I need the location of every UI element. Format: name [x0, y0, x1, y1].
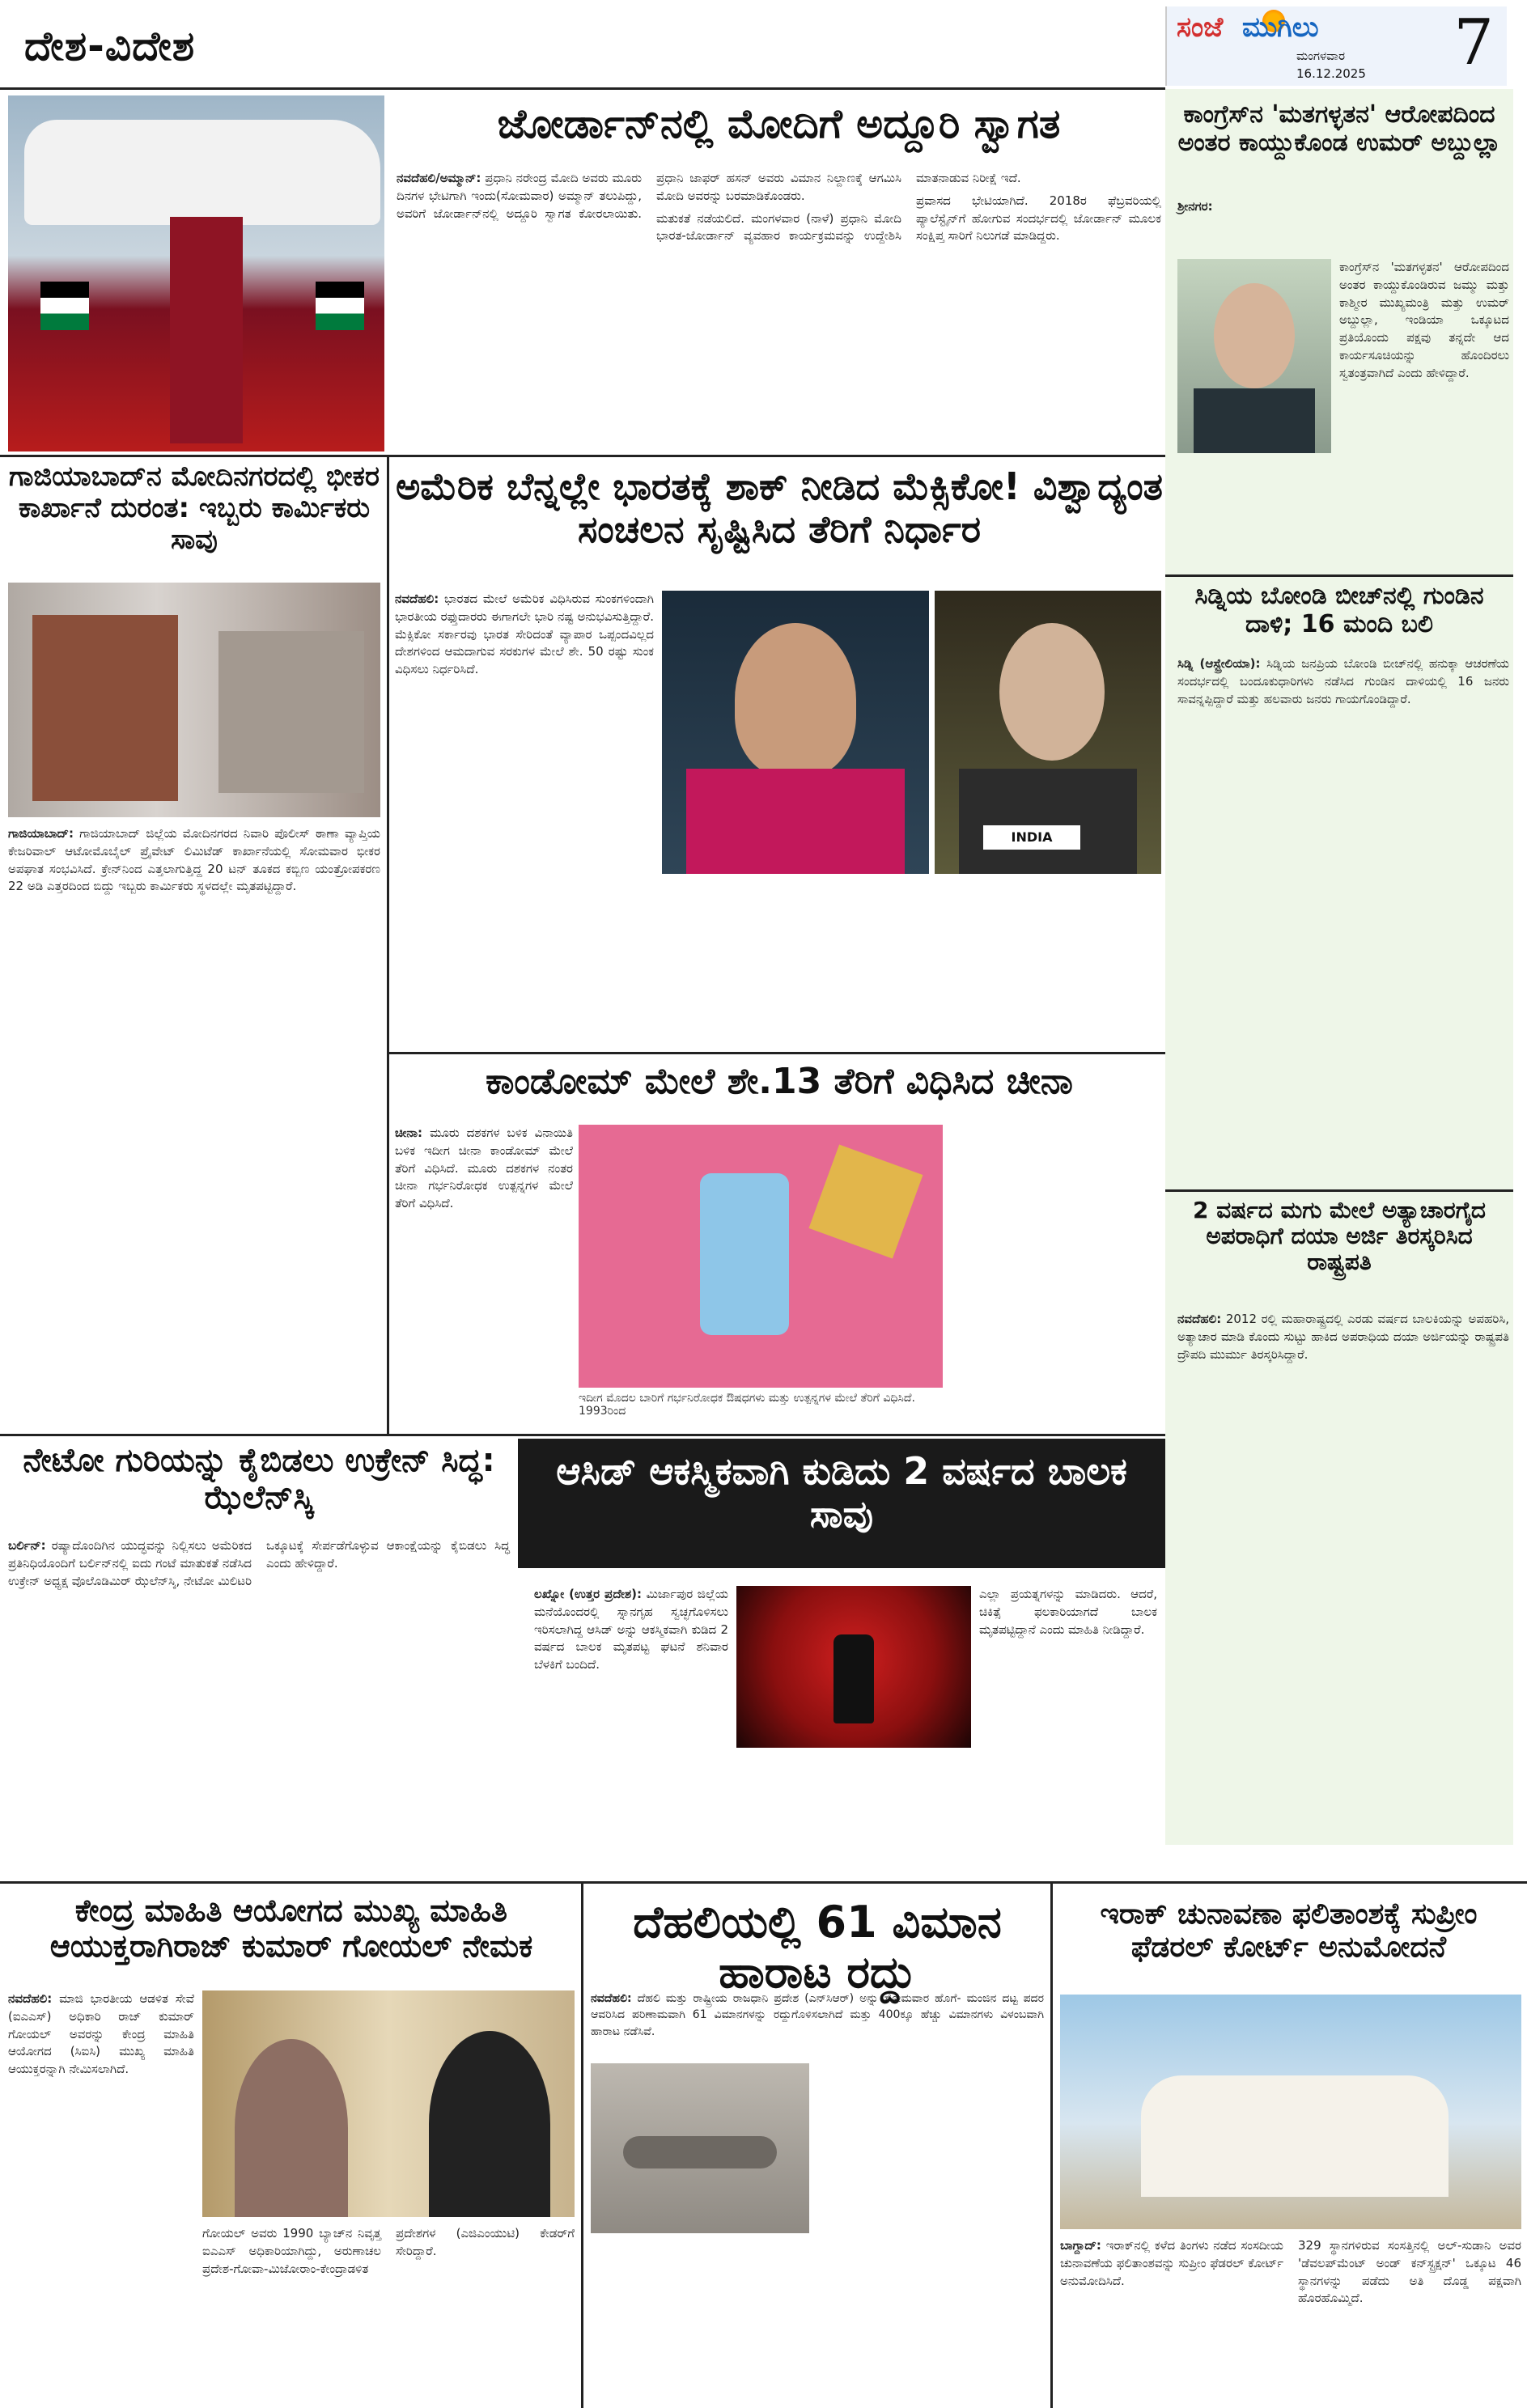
mexico-headline: ಅಮೆರಿಕ ಬೆನ್ನಲ್ಲೇ ಭಾರತಕ್ಕೆ ಶಾಕ್ ನೀಡಿದ ಮೆಕ್ಸಿಕೋ! ವಿಶ್ವಾದ್ಯಂತ ಸಂಚಲನ ಸೃಷ್ಟಿಸಿದ ತೆರಿಗೆ ನಿರ್ಧಾರ — [395, 464, 1164, 551]
mexico-dateline: ನವದೆಹಲಿ: — [395, 591, 439, 606]
jordan-flag-icon — [40, 282, 89, 330]
brand-prefix: ಸಂಜೆ — [1177, 11, 1224, 44]
jordan-body — [397, 170, 1161, 449]
jordan-photo — [8, 95, 384, 451]
iraq-dateline: ಬಾಗ್ದಾದ್: — [1060, 2238, 1101, 2253]
face-shape — [735, 623, 856, 777]
acid-body-2 — [979, 1586, 1157, 1861]
ghaziabad-dateline: ಗಾಜಿಯಾಬಾದ್: — [8, 826, 74, 841]
ukraine-body — [8, 1537, 510, 1877]
acid-headline-box — [518, 1439, 1165, 1568]
rule — [0, 1881, 1527, 1884]
masthead-day: ಮಂಗಳವಾರ — [1296, 49, 1346, 63]
page-number: 7 — [1453, 6, 1494, 79]
jordan-text-2: ಮತುಕತೆ ನಡೆಯಲಿದೆ. ಮಂಗಳವಾರ (ನಾಳೆ) ಪ್ರಧಾನಿ ಮೋದಿ ಭಾರತ-ಜೋರ್ಡಾನ್ ವ್ಯವಹಾರ ಕಾರ್ಯಕ್ರಮವನ್ನು ಉದ್ದೇಶಿಸಿ ಮಾತನಾಡುವ ನಿರೀಕ್ಷೆ ಇದೆ. — [656, 171, 1021, 244]
cic-dateline: ನವದೆಹಲಿ: — [8, 1991, 53, 2006]
child-body — [1177, 1311, 1509, 1861]
omar-body-top — [1177, 198, 1509, 247]
jacket-shape — [686, 769, 905, 874]
section-label: ದೇಶ-ವಿದೇಶ — [24, 23, 196, 70]
iraq-text-2: 329 ಸ್ಥಾನಗಳಿರುವ ಸಂಸತ್ತಿನಲ್ಲಿ ಅಲ್-ಸುಡಾನಿ ಅವರ 'ಡೆವಲಪ್‌ಮೆಂಟ್ ಅಂಡ್ ಕನ್‌ಸ್ಟ್ರಕ್ಷನ್' ಒಕ್ಕೂಟ 46 ಸ್ಥಾನಗಳನ್ನು ಪಡೆದು ಅತಿ ದೊಡ್ಡ ಪಕ್ಷವಾಗಿ ಹೊರಹೊಮ್ಮಿದೆ. — [1298, 2238, 1521, 2306]
building-shape — [1141, 2075, 1449, 2197]
person-shape — [235, 2039, 348, 2217]
china-caption: ಇದೀಗ ಮೊದಲ ಬಾರಿಗೆ ಗರ್ಭನಿರೋಧಕ ಔಷಧಗಳು ಮತ್ತು ಉತ್ಪನ್ನಗಳ ಮೇಲೆ ತೆರಿಗೆ ವಿಧಿಸಿದೆ. 1993ರಿಂದ — [579, 1392, 915, 1418]
jordan-text-1: ಪ್ರಧಾನಿ ನರೇಂದ್ರ ಮೋದಿ ಅವರು ಮೂರು ದಿನಗಳ ಭೇಟಿಗಾಗಿ ಇಂದು(ಸೋಮವಾರ) ಅಮ್ಮಾನ್ ತಲುಪಿದ್ದು, ಅವರಿಗೆ ಜೋರ್ಡಾನ್‌ನಲ್ಲಿ ಅದ್ದೂರಿ ಸ್ವಾಗತ ಕೋರಲಾಯಿತು. ಪ್ರಧಾನಿ ಜಾಫರ್ ಹಸನ್ ಅವರು ವಿಮಾನ ನಿಲ್ದಾಣಕ್ಕೆ ಆಗಮಿಸಿ ಮೋದಿ ಅವರನ್ನು ಬರಮಾಡಿಕೊಂಡರು. — [397, 171, 901, 221]
factory-photo — [8, 583, 380, 817]
sheinbaum-photo — [662, 591, 929, 874]
cic-body — [8, 1990, 194, 2395]
ghaziabad-headline: ಗಾಜಿಯಾಬಾದ್‌ನ ಮೋದಿನಗರದಲ್ಲಿ ಭೀಕರ ಕಾರ್ಖಾನೆ ದುರಂತ: ಇಬ್ಬರು ಕಾರ್ಮಿಕರು ಸಾವು — [9, 460, 380, 557]
india-badge: INDIA — [983, 825, 1080, 850]
cic-text-2: ಗೋಯಲ್ ಅವರು 1990 ಬ್ಯಾಚ್‌ನ ನಿವೃತ್ತ ಐಎಎಸ್ ಅಧಿಕಾರಿಯಾಗಿದ್ದು, ಅರುಣಾಚಲ ಪ್ರದೇಶ-ಗೋವಾ-ಮಿಜೋರಾಂ-ಕೇಂದ್ರಾಡಳಿತ ಪ್ರದೇಶಗಳ (ಎಜಿಎಂಯುಟಿ) ಕೇಡರ್‌ಗೆ ಸೇರಿದ್ದಾರೆ. — [202, 2226, 575, 2276]
rule — [0, 455, 1165, 457]
acid-text: ಮಿರ್ಜಾಪುರ ಜಿಲ್ಲೆಯ ಮನೆಯೊಂದರಲ್ಲಿ ಸ್ನಾನಗೃಹ ಸ್ವಚ್ಛಗೊಳಿಸಲು ಇರಿಸಲಾಗಿದ್ದ ಆಸಿಡ್ ಅನ್ನು ಆಕಸ್ಮಿಕವಾಗಿ ಕುಡಿದ 2 ವರ್ಷದ ಬಾಲಕ ಮೃತಪಟ್ಟ ಘಟನೆ ಶನಿವಾರ ಬೆಳಕಿಗೆ ಬಂದಿದೆ. — [534, 1587, 728, 1672]
mexico-body — [395, 591, 654, 1052]
sydney-dateline: ಸಿಡ್ನಿ (ಆಸ್ಟ್ರೇಲಿಯಾ): — [1177, 656, 1261, 671]
omar-body — [1339, 259, 1509, 566]
ukraine-text: ರಷ್ಯಾದೊಂದಿಗಿನ ಯುದ್ಧವನ್ನು ನಿಲ್ಲಿಸಲು ಅಮೆರಿಕದ ಪ್ರತಿನಿಧಿಯೊಂದಿಗೆ ಬರ್ಲಿನ್‌ನಲ್ಲಿ ಐದು ಗಂಟೆ ಮಾತುಕತೆ ನಡೆಸಿದ ಉಕ್ರೇನ್ ಅಧ್ಯಕ್ಷ ವೊಲೊಡಿಮಿರ್ ಝೆಲೆನ್‌ಸ್ಕಿ, ನೇಟೋ ಮಿಲಿಟರಿ ಒಕ್ಕೂಟಕ್ಕೆ ಸೇರ್ಪಡೆಗೊಳ್ಳುವ ಆಕಾಂಕ್ಷೆಯನ್ನು ಕೈಬಿಡಲು ಸಿದ್ಧ ಎಂದು ಹೇಳಿದ್ದಾರೆ. — [8, 1538, 510, 1588]
child-text: 2012 ರಲ್ಲಿ ಮಹಾರಾಷ್ಟ್ರದಲ್ಲಿ ಎರಡು ವರ್ಷದ ಬಾಲಕಿಯನ್ನು ಅಪಹರಿಸಿ, ಅತ್ಯಾಚಾರ ಮಾಡಿ ಕೊಂದು ಸುಟ್ಟು ಹಾಕಿದ ಅಪರಾಧಿಯ ದಯಾ ಅರ್ಜಿಯನ್ನು ರಾಷ್ಟ್ರಪತಿ ದ್ರೌಪದಿ ಮುರ್ಮು ತಿರಸ್ಕರಿಸಿದ್ದಾರೆ. — [1177, 1312, 1509, 1362]
truck-shape — [32, 615, 178, 801]
red-carpet — [170, 217, 243, 443]
debris-shape — [218, 631, 364, 793]
china-dateline: ಚೀನಾ: — [395, 1126, 423, 1140]
top-rule — [0, 87, 1165, 90]
omar-photo — [1177, 259, 1331, 453]
jordan-text-3: ಪ್ರವಾಸದ ಭೇಟಿಯಾಗಿದೆ. 2018ರ ಫೆಬ್ರವರಿಯಲ್ಲಿ ಪ್ಯಾಲೆಸ್ಟೈನ್‌ಗೆ ಹೋಗುವ ಸಂದರ್ಭದಲ್ಲಿ ಜೋರ್ಡಾನ್ ಮೂಲಕ ಸಂಕ್ಷಿಪ್ತ ಸಾರಿಗೆ ನಿಲುಗಡೆ ಮಾಡಿದ್ದರು. — [916, 193, 1161, 244]
rule — [387, 455, 389, 1434]
ghaziabad-body — [8, 825, 380, 1424]
jordan-headline: ಜೋರ್ಡಾನ್‌ನಲ್ಲಿ ಮೋದಿಗೆ ಅದ್ದೂರಿ ಸ್ವಾಗತ — [497, 100, 1061, 147]
acid-headline: ಆಸಿಡ್ ಆಕಸ್ಮಿಕವಾಗಿ ಕುಡಿದು 2 ವರ್ಷದ ಬಾಲಕ ಸಾವು — [556, 1449, 1127, 1536]
sydney-body — [1177, 655, 1509, 1181]
packet-shape — [809, 1145, 923, 1259]
delhi-dateline: ನವದೆಹಲಿ: — [591, 1992, 632, 2005]
sydney-headline: ಸಿಡ್ನಿಯ ಬೋಂಡಿ ಬೀಚ್‌ನಲ್ಲಿ ಗುಂಡಿನ ದಾಳಿ; 16 ಮಂದಿ ಬಲಿ — [1194, 582, 1484, 638]
ukraine-dateline: ಬರ್ಲಿನ್: — [8, 1538, 46, 1553]
china-headline: ಕಾಂಡೋಮ್ ಮೇಲೆ ಶೇ.13 ತೆರಿಗೆ ವಿಧಿಸಿದ ಚೀನಾ — [486, 1061, 1073, 1102]
acid-photo — [736, 1586, 971, 1748]
jordan-flag-icon — [316, 282, 364, 330]
brand-suffix: ಮುಗಿಲು — [1242, 11, 1319, 44]
iraq-court-photo — [1060, 1995, 1521, 2229]
jacket-shape — [1194, 388, 1315, 453]
delhi-headline: ದೆಹಲಿಯಲ್ಲಿ 61 ವಿಮಾನ ಹಾರಾಟ ರದ್ದು — [633, 1897, 1002, 1999]
masthead-date: 16.12.2025 — [1296, 66, 1366, 81]
newspaper-logo — [1177, 11, 1319, 44]
jacket-shape — [959, 769, 1137, 874]
person-shape — [429, 2031, 550, 2217]
modi-photo — [935, 591, 1161, 874]
pill-pack-shape — [700, 1173, 789, 1335]
child-headline: 2 ವರ್ಷದ ಮಗು ಮೇಲೆ ಅತ್ಯಾಚಾರಗೈದ ಅಪರಾಧಿಗೆ ದಯಾ ಅರ್ಜಿ ತಿರಸ್ಕರಿಸಿದ ರಾಷ್ಟ್ರಪತಿ — [1193, 1197, 1486, 1276]
china-body — [395, 1125, 573, 1424]
child-dateline: ನವದೆಹಲಿ: — [1177, 1312, 1222, 1326]
rule — [581, 1881, 583, 2408]
fog-airport-photo — [591, 2063, 809, 2233]
cic-body-2 — [202, 2225, 575, 2399]
acid-dateline: ಲಖ್ನೋ (ಉತ್ತರ ಪ್ರದೇಶ): — [534, 1587, 643, 1601]
omar-text: ಕಾಂಗ್ರೆಸ್‌ನ 'ಮತಗಳ್ಳತನ' ಆರೋಪದಿಂದ ಅಂತರ ಕಾಯ್ದುಕೊಂಡಿರುವ ಜಮ್ಮು ಮತ್ತು ಕಾಶ್ಮೀರ ಮುಖ್ಯಮಂತ್ರಿ ಮತ್ತು ಉಮರ್ ಅಬ್ದುಲ್ಲಾ, ಇಂಡಿಯಾ ಒಕ್ಕೂಟದ ಪ್ರತಿಯೊಂದು ಪಕ್ಷವು ತನ್ನದೇ ಆದ ಕಾರ್ಯಸೂಚಿಯನ್ನು ಹೊಂದಿರಲು ಸ್ವತಂತ್ರವಾಗಿದೆ ಎಂದು ಹೇಳಿದ್ದಾರೆ. — [1339, 260, 1509, 380]
acid-body — [534, 1586, 728, 1861]
face-shape — [1214, 283, 1295, 388]
jordan-dateline: ನವದೆಹಲಿ/ಅಮ್ಮಾನ್: — [397, 171, 481, 185]
contraceptive-photo — [579, 1125, 943, 1388]
rule — [0, 1434, 1165, 1436]
ghaziabad-text: ಗಾಜಿಯಾಬಾದ್ ಜಿಲ್ಲೆಯ ಮೋದಿನಗರದ ನಿವಾರಿ ಪೊಲೀಸ್ ಠಾಣಾ ವ್ಯಾಪ್ತಿಯ ಕೇಜರಿವಾಲ್ ಆಟೋಮೊಬೈಲ್ ಪ್ರೈವೇಟ್ ಲಿಮಿಟೆಡ್ ಕಾರ್ಖಾನೆಯಲ್ಲಿ ಸೋಮವಾರ ಭೀಕರ ಅಪಘಾತ ಸಂಭವಿಸಿದೆ. ಕ್ರೇನ್‌ನಿಂದ ಎತ್ತಲಾಗುತ್ತಿದ್ದ 20 ಟನ್ ತೂಕದ ಕಬ್ಬಿಣ ಯಂತ್ರೋಪಕರಣ 22 ಅಡಿ ಎತ್ತರದಿಂದ ಬಿದ್ದು ಇಬ್ಬರು ಕಾರ್ಮಿಕರು ಸ್ಥಳದಲ್ಲೇ ಮೃತಪಟ್ಟಿದ್ದಾರೆ. — [8, 826, 380, 894]
rule — [1165, 1189, 1513, 1192]
masthead — [1165, 6, 1507, 86]
rule — [387, 1052, 1165, 1054]
delhi-text: ದೆಹಲಿ ಮತ್ತು ರಾಷ್ಟ್ರೀಯ ರಾಜಧಾನಿ ಪ್ರದೇಶ (ಎನ್‌ಸಿಆರ್) ಅನ್ನು ಸೋಮವಾರ ಹೊಗೆ- ಮಂಜಿನ ದಟ್ಟ ಪದರ ಆವರಿಸಿದ ಪರಿಣಾಮವಾಗಿ 61 ವಿಮಾನಗಳನ್ನು ರದ್ದುಗೊಳಿಸಲಾಗಿದೆ ಮತ್ತು 400ಕ್ಕೂ ಹೆಚ್ಚು ವಿಮಾನಗಳು ವಿಳಂಬವಾಗಿ ಹಾರಾಟ ನಡೆಸಿವೆ. — [591, 1992, 1044, 2038]
delhi-body — [591, 1990, 1044, 2055]
mexico-text: ಭಾರತದ ಮೇಲೆ ಅಮೆರಿಕ ವಿಧಿಸಿರುವ ಸುಂಕಗಳಿಂದಾಗಿ ಭಾರತೀಯ ರಫ್ತುದಾರರು ಈಗಾಗಲೇ ಭಾರಿ ನಷ್ಟ ಅನುಭವಿಸುತ್ತಿದ್ದಾರೆ. ಮೆಕ್ಸಿಕೋ ಸರ್ಕಾರವು ಭಾರತ ಸೇರಿದಂತೆ ವ್ಯಾಪಾರ ಒಪ್ಪಂದವಿಲ್ಲದ ದೇಶಗಳಿಂದ ಆಮದಾಗುವ ಸರಕುಗಳ ಮೇಲೆ ಶೇ. 50 ರಷ್ಟು ಸುಂಕ ವಿಧಿಸಲು ನಿರ್ಧರಿಸಿದೆ. — [395, 591, 654, 676]
iraq-body — [1060, 2237, 1521, 2399]
rule — [1165, 574, 1513, 577]
iraq-headline: ಇರಾಕ್ ಚುನಾವಣಾ ಫಲಿತಾಂಶಕ್ಕೆ ಸುಪ್ರೀಂ ಫೆಡರಲ್ ಕೋರ್ಟ್ ಅನುಮೋದನೆ — [1100, 1897, 1478, 1965]
ukraine-headline: ನೇಟೋ ಗುರಿಯನ್ನು ಕೈಬಿಡಲು ಉಕ್ರೇನ್ ಸಿದ್ಧ: ಝೆಲೆನ್‌ಸ್ಕಿ — [23, 1442, 495, 1516]
cic-photo — [202, 1990, 575, 2217]
rule — [1050, 1881, 1053, 2408]
cic-text: ಮಾಜಿ ಭಾರತೀಯ ಆಡಳಿತ ಸೇವೆ (ಐಎಎಸ್) ಅಧಿಕಾರಿ ರಾಜ್ ಕುಮಾರ್ ಗೋಯಲ್ ಅವರನ್ನು ಕೇಂದ್ರ ಮಾಹಿತಿ ಆಯೋಗದ (ಸಿಐಸಿ) ಮುಖ್ಯ ಮಾಹಿತಿ ಆಯುಕ್ತರನ್ನಾಗಿ ನೇಮಿಸಲಾಗಿದೆ. — [8, 1991, 194, 2076]
china-text: ಮೂರು ದಶಕಗಳ ಬಳಿಕ ವಿನಾಯಿತಿ ಬಳಿಕ ಇದೀಗ ಚೀನಾ ಕಾಂಡೋಮ್ ಮೇಲೆ ತೆರಿಗೆ ವಿಧಿಸಿದೆ. ಮೂರು ದಶಕಗಳ ನಂತರ ಚೀನಾ ಗರ್ಭನಿರೋಧಕ ಉತ್ಪನ್ನಗಳ ಮೇಲೆ ತೆರಿಗೆ ವಿಧಿಸಿದೆ. — [395, 1126, 573, 1210]
cic-headline: ಕೇಂದ್ರ ಮಾಹಿತಿ ಆಯೋಗದ ಮುಖ್ಯ ಮಾಹಿತಿ ಆಯುಕ್ತರಾಗಿರಾಜ್ ಕುಮಾರ್ ಗೋಯಲ್ ನೇಮಕ — [49, 1893, 533, 1964]
omar-headline: ಕಾಂಗ್ರೆಸ್‌ನ 'ಮತಗಳ್ಳತನ' ಆರೋಪದಿಂದ ಅಂತರ ಕಾಯ್ದುಕೊಂಡ ಉಮರ್ ಅಬ್ದುಲ್ಲಾ — [1177, 100, 1501, 157]
acid-text-2: ಎಲ್ಲಾ ಪ್ರಯತ್ನಗಳನ್ನು ಮಾಡಿದರು. ಆದರೆ, ಚಿಕಿತ್ಸೆ ಫಲಕಾರಿಯಾಗದೆ ಬಾಲಕ ಮೃತಪಟ್ಟಿದ್ದಾನೆ ಎಂದು ಮಾಹಿತಿ ನೀಡಿದ್ದಾರೆ. — [979, 1587, 1157, 1637]
aircraft-shape — [623, 2136, 777, 2168]
sydney-text: ಸಿಡ್ನಿಯ ಜನಪ್ರಿಯ ಬೋಂಡಿ ಬೀಚ್‌ನಲ್ಲಿ ಹನುಕ್ಕಾ ಆಚರಣೆಯ ಸಂದರ್ಭದಲ್ಲಿ ಬಂದೂಕುಧಾರಿಗಳು ನಡೆಸಿದ ಗುಂಡಿನ ದಾಳಿಯಲ್ಲಿ 16 ಜನರು ಸಾವನ್ನಪ್ಪಿದ್ದಾರೆ ಮತ್ತು ಹಲವಾರು ಜನರು ಗಾಯಗೊಂಡಿದ್ದಾರೆ. — [1177, 656, 1509, 706]
iraq-text: ಇರಾಕ್‌ನಲ್ಲಿ ಕಳೆದ ತಿಂಗಳು ನಡೆದ ಸಂಸದೀಯ ಚುನಾವಣೆಯ ಫಲಿತಾಂಶವನ್ನು ಸುಪ್ರೀಂ ಫೆಡರಲ್ ಕೋರ್ಟ್ ಅನುಮೋದಿಸಿದೆ. — [1060, 2238, 1283, 2288]
omar-dateline: ಶ್ರೀನಗರ: — [1177, 199, 1213, 214]
face-shape — [999, 623, 1105, 761]
aircraft-shape — [24, 120, 380, 225]
bottle-silhouette — [833, 1634, 874, 1723]
